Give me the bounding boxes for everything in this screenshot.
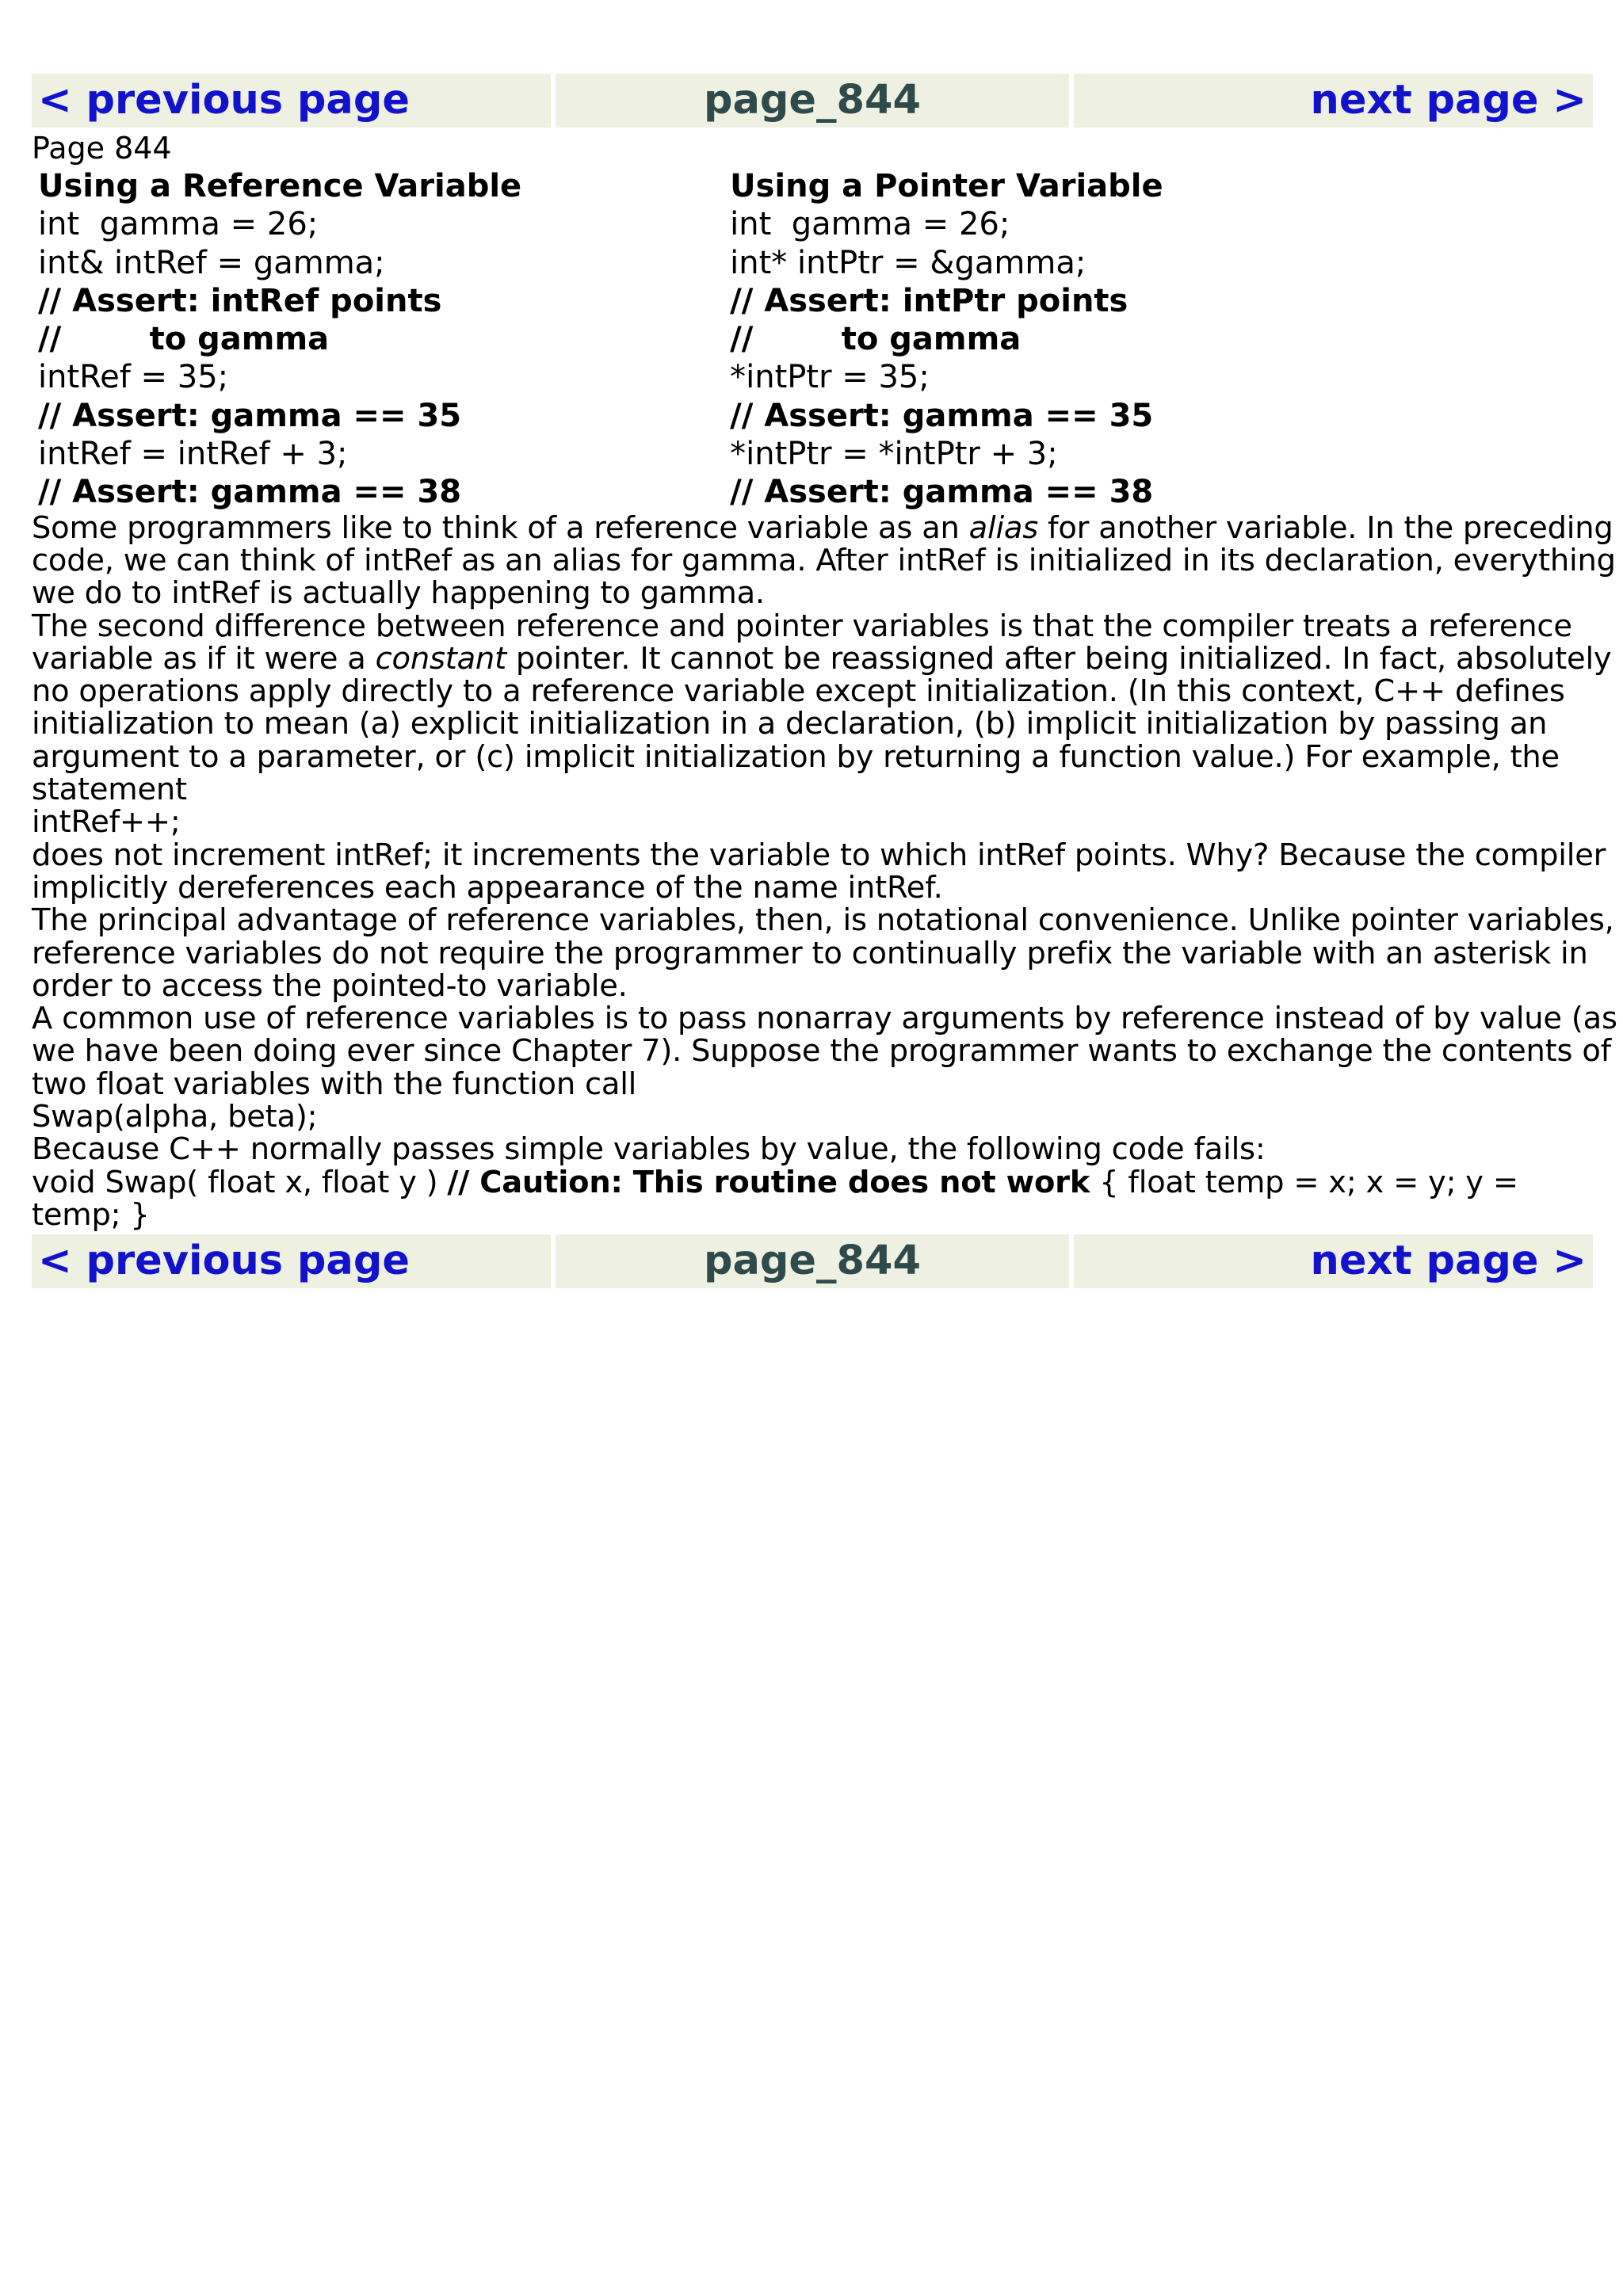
- pointer-code-lines: [730, 205, 1593, 511]
- bottom-page-id: page_844: [704, 1238, 921, 1285]
- reference-code-line: int& intRef = gamma;: [38, 244, 385, 281]
- pointer-variable-column: [724, 167, 1593, 512]
- bottom-page-id-cell: [556, 1234, 1068, 1288]
- bottom-previous-page-link[interactable]: < previous page: [38, 1238, 410, 1285]
- reference-code-line: intRef = intRef + 3;: [38, 436, 348, 473]
- paragraph-increment-line-2: implicitly dereferences each appearance of the name intRef.: [32, 869, 943, 906]
- paragraph-difference-line-1: The second difference between reference and pointer variables is that the compiler treats a reference: [32, 608, 1572, 644]
- top-next-page-cell: [1074, 74, 1593, 128]
- paragraph-difference-line-6: statement: [32, 772, 187, 808]
- top-navigation-bar: [32, 74, 1593, 128]
- paragraph-common-use-line-3: two float variables with the function call: [32, 1066, 637, 1102]
- bottom-next-page-link[interactable]: next page >: [1310, 1238, 1587, 1285]
- reference-code-line: // Assert: gamma == 35: [38, 397, 462, 434]
- paragraph-common-use-line-2: we have been doing ever since Chapter 7). Suppose the programmer wants to exchange the contents of: [32, 1033, 1611, 1070]
- bottom-previous-page-cell: [32, 1234, 551, 1288]
- pointer-code-line: // to gamma: [730, 321, 1022, 358]
- reference-code-line: // Assert: intRef points: [38, 282, 442, 319]
- pointer-code-line: // Assert: gamma == 35: [730, 397, 1154, 434]
- top-previous-page-cell: [32, 74, 551, 128]
- reference-variable-column: [32, 167, 724, 512]
- paragraph-difference-line-2: variable as if it were a constant pointer. It cannot be reassigned after being initialized. In fact, absolutely: [32, 640, 1612, 677]
- pointer-code-line: // Assert: intPtr points: [730, 282, 1128, 319]
- paragraph-increment-line-1: does not increment intRef; it increments the variable to which intRef points. Why? Because the compiler: [32, 837, 1606, 873]
- body-text: [32, 509, 1617, 1233]
- alias-emphasis: alias: [968, 509, 1039, 546]
- swap-function-code-line-2: temp; }: [32, 1196, 150, 1233]
- pointer-code-line: // Assert: gamma == 38: [730, 474, 1154, 511]
- pointer-column-heading: Using a Pointer Variable: [730, 168, 1163, 204]
- page-number-label: Page 844: [32, 131, 172, 166]
- paragraph-alias-line-2: code, we can think of intRef as an alias for gamma. After intRef is initialized in its declaration, everything: [32, 542, 1616, 578]
- top-page-id: page_844: [704, 77, 921, 124]
- reference-column-heading: Using a Reference Variable: [38, 168, 522, 204]
- bottom-navigation-bar: [32, 1234, 1593, 1288]
- constant-emphasis: constant: [375, 640, 506, 677]
- pointer-code-line: *intPtr = *intPtr + 3;: [730, 436, 1058, 473]
- bottom-next-page-cell: [1074, 1234, 1593, 1288]
- reference-code-line: // to gamma: [38, 321, 330, 358]
- page-container: [32, 74, 1617, 1288]
- pointer-code-line: int* intPtr = &gamma;: [730, 244, 1086, 281]
- reference-code-lines: [38, 205, 724, 511]
- comparison-table: [32, 167, 1593, 512]
- reference-code-line: // Assert: gamma == 38: [38, 474, 462, 511]
- pointer-code-line: int gamma = 26;: [730, 206, 1010, 243]
- caution-comment: // Caution: This routine does not work: [447, 1164, 1090, 1200]
- pointer-code-line: *intPtr = 35;: [730, 359, 930, 396]
- swap-function-code-line-1: void Swap( float x, float y ) // Caution: This routine does not work { float temp = x; x = y; y =: [32, 1164, 1518, 1200]
- top-previous-page-link[interactable]: < previous page: [38, 77, 410, 124]
- swap-call-code: Swap(alpha, beta);: [32, 1099, 318, 1135]
- paragraph-alias-line-1: Some programmers like to think of a reference variable as an alias for another variable. In the preceding: [32, 509, 1613, 546]
- paragraph-advantage-line-3: order to access the pointed-to variable.: [32, 967, 628, 1004]
- paragraph-difference-line-4: initialization to mean (a) explicit initialization in a declaration, (b) implicit initialization by passing an: [32, 706, 1548, 742]
- paragraph-difference-line-3: no operations apply directly to a reference variable except initialization. (In this context, C++ defines: [32, 673, 1565, 710]
- top-next-page-link[interactable]: next page >: [1310, 77, 1587, 124]
- paragraph-alias-line-3: we do to intRef is actually happening to gamma.: [32, 575, 765, 612]
- paragraph-advantage-line-1: The principal advantage of reference variables, then, is notational convenience. Unlike pointer variables,: [32, 902, 1614, 939]
- paragraph-common-use-line-1: A common use of reference variables is to pass nonarray arguments by reference instead of by value (as: [32, 1001, 1617, 1037]
- reference-code-line: intRef = 35;: [38, 359, 229, 396]
- paragraph-difference-line-5: argument to a parameter, or (c) implicit initialization by returning a function value.) For example, the: [32, 738, 1560, 775]
- paragraph-advantage-line-2: reference variables do not require the programmer to continually prefix the variable with an asterisk in: [32, 935, 1588, 971]
- top-page-id-cell: [556, 74, 1068, 128]
- statement-code: intRef++;: [32, 804, 181, 841]
- reference-code-line: int gamma = 26;: [38, 206, 319, 243]
- paragraph-fails: Because C++ normally passes simple variables by value, the following code fails:: [32, 1131, 1266, 1168]
